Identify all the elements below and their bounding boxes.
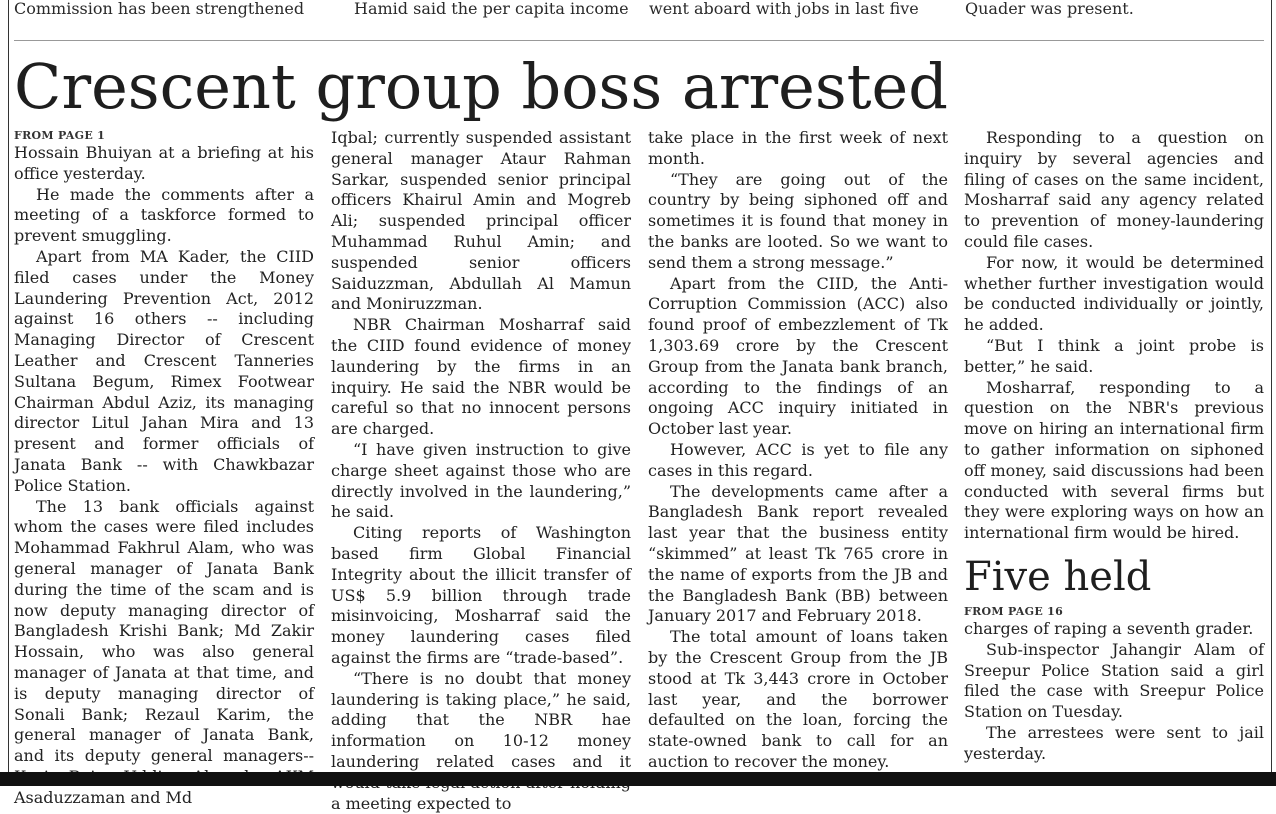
section-divider [14,40,1264,41]
paragraph: NBR Chairman Mosharraf said the CIID found evidence of money laundering by the firms in an inquiry. He said the NBR would be careful so that no innocent persons are charged. [331,315,631,439]
paragraph: “They are going out of the country by being siphoned off and sometimes it is found that money in the banks are looted. So we want to send them a strong message.” [648,169,948,272]
paragraph: Citing reports of Washington based firm Global Financial Integrity about the illicit transfer of US$ 5.9 billion through trade misinvoicing, Mosharraf said the money laundering cases filed against the firms are “trade-based”. [331,523,631,667]
paragraph: take place in the first week of next month. [648,128,948,168]
main-headline: Crescent group boss arrested [14,50,948,123]
jump-line: FROM PAGE 1 [14,129,106,142]
paragraph: “There is no doubt that money laundering is taking place,” he said, adding that the NBR hae information on 10-12 money laundering related cases and it a meeting expected to [331,668,631,813]
paragraph: The arrestees were sent to jail yesterday. [964,722,1264,763]
article-column-2 [331,128,631,813]
paragraph: The total amount of loans taken by the Crescent Group from the JB stood at Tk 3,443 crore in October last year, and the borrower defaulted on the loan, forcing the state-owned bank to call for an auction to recover the money. [648,627,948,771]
paragraph: “I have given instruction to give charge sheet against those who are directly involved in the laundering,” he said. [331,439,631,522]
article-column-1 [14,128,314,807]
previous-story-fragments [14,0,1264,21]
paragraph: Iqbal; currently suspended assistant general manager Ataur Rahman Sarkar, suspended senior principal officers Khairul Amin and Mogreb Ali; suspended principal officer Muhammad Ruhul Amin; and suspended senior officers Saiduzzman, Abdullah Al Mamun and Moniruzzman. [331,128,631,314]
paragraph: Apart from the CIID, the Anti-Corruption Commission (ACC) also found proof of embezzlement of Tk 1,303.69 crore by the Crescent Group from the Janata bank branch, according to the findings of an ongoing ACC inquiry initiated in October last year. [648,273,948,439]
paragraph: The 13 bank officials against whom the cases were filed includes Mohammad Fakhrul Alam, who was general manager of Janata Bank during the time of the scam and is now deputy managing director of Bangladesh Krishi Bank; Md Zakir Hossain, who was also general manager of Janata at that time, and is deputy managing director of Sonali Bank; Rezaul Karim, the general manager of Janata Bank, and its deputy general managers-- Asaduzzaman and Md [14,496,314,807]
paragraph: Hossain Bhuiyan at a briefing at his office yesterday. [14,143,314,183]
previous-fragment: Hamid said the per capita income [354,0,629,18]
paragraph: He made the comments after a meeting of a taskforce formed to prevent smuggling. [14,184,314,246]
scan-bottom-edge [0,772,1276,786]
paragraph: For now, it would be determined whether further investigation would be conducted individually or jointly, he added. [964,252,1264,335]
article-column-3 [648,128,948,776]
paragraph: Apart from MA Kader, the CIID filed cases under the Money Laundering Prevention Act, 2012 against 16 others -- including Managing Director of Crescent Leather and Crescent Tanneries Sultana Begum, Rimex Footwear Chairman Abdul Aziz, its managing director Litul Jahan Mira and 13 present and former officials of Janata Bank -- with Chawkbazar Police Station. [14,246,314,495]
previous-fragment: Commission has been strengthened [14,0,305,18]
paragraph: Sub-inspector Jahangir Alam of Sreepur Police Station said a girl filed the case with Sreepur Police Station on Tuesday. [964,639,1264,722]
paragraph: However, ACC is yet to file any cases in this regard. [648,439,948,480]
previous-fragment: went aboard with jobs in last five [649,0,919,18]
paragraph: “But I think a joint probe is better,” he said. [964,335,1264,376]
second-story-headline: Five held [964,553,1152,600]
paragraph: charges of raping a seventh grader. [964,618,1254,638]
article-column-4 [964,128,1264,776]
paragraph: Responding to a question on inquiry by several agencies and filing of cases on the same incident, Mosharraf said any agency related to prevention of money-laundering could file cases. [964,128,1264,251]
paragraph: The developments came after a Bangladesh Bank report revealed last year that the business entity “skimmed” at least Tk 765 crore in the name of exports from the JB and the Bangladesh Bank (BB) between January 2017 and February 2018. [648,481,948,626]
paragraph: Mosharraf, responding to a question on the NBR's previous move on hiring an international firm to gather information on siphoned off money, said discussions had been conducted with several firms but they were exploring ways on how an international firm would be hired. [964,377,1264,543]
second-story-jump-line: FROM PAGE 16 [964,604,1064,618]
previous-fragment: Quader was present. [965,0,1134,18]
